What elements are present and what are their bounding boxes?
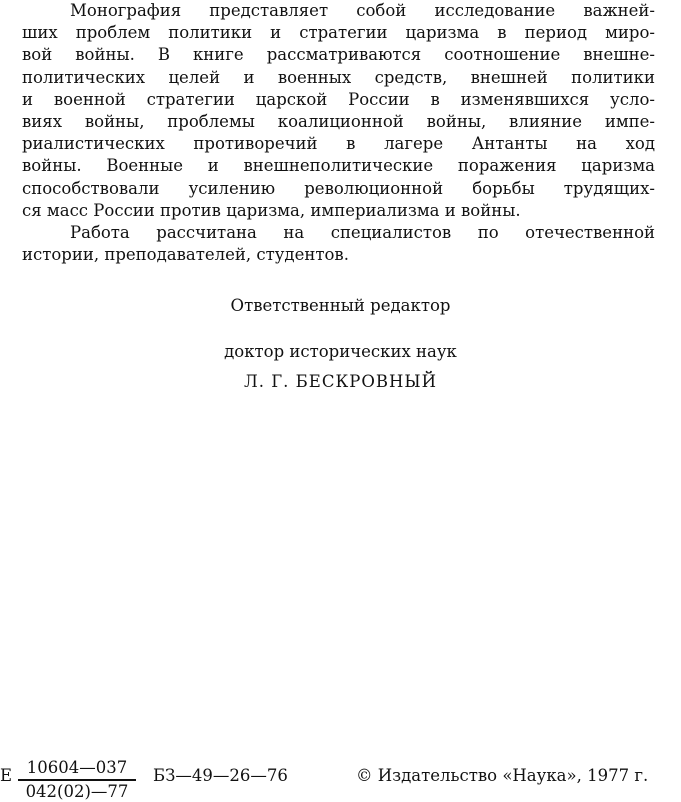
text-line: политических целей и военных средств, внешней политики — [22, 67, 655, 87]
editor-role: Ответственный редактор — [230, 296, 451, 315]
text-line: ших проблем политики и стратегии царизма в период миро- — [22, 23, 655, 43]
text-line: и военной стратегии царской России в изменявшихся усло- — [22, 89, 655, 109]
editor-name: Л. Г. БЕСКРОВНЫЙ — [243, 372, 437, 391]
imprint-letter: Е — [0, 766, 13, 785]
fraction-bar — [18, 779, 136, 781]
imprint-denominator: 042(02)—77 — [25, 781, 129, 801]
imprint-fraction — [18, 758, 136, 802]
text-line: виях войны, проблемы коалиционной войны, влияние импе- — [22, 111, 655, 131]
text-line: ся масс России против царизма, империализма и войны. — [22, 200, 521, 220]
abstract-paragraph-2 — [22, 222, 655, 266]
imprint-numerator: 10604—037 — [26, 758, 128, 777]
text-line: способствовали усилению революционной борьбы трудящих- — [22, 178, 655, 198]
text-line: истории, преподавателей, студентов. — [22, 245, 349, 265]
text-line: войны. Военные и внешнеполитические поражения царизма — [22, 156, 655, 176]
editor-degree: доктор исторических наук — [224, 342, 457, 361]
text-line: риалистических противоречий в лагере Антанты на ход — [22, 134, 655, 154]
imprint-code: БЗ—49—26—76 — [153, 766, 288, 785]
abstract-paragraph-1 — [22, 0, 655, 222]
text-line: Работа рассчитана на специалистов по отечественной — [70, 222, 655, 242]
imprint-line — [0, 758, 681, 799]
text-line: Монография представляет собой исследование важней- — [70, 1, 655, 20]
copyright-notice: © Издательство «Наука», 1977 г. — [356, 766, 649, 785]
text-line: вой войны. В книге рассматриваются соотношение внешне- — [22, 45, 655, 65]
abstract — [22, 0, 655, 266]
